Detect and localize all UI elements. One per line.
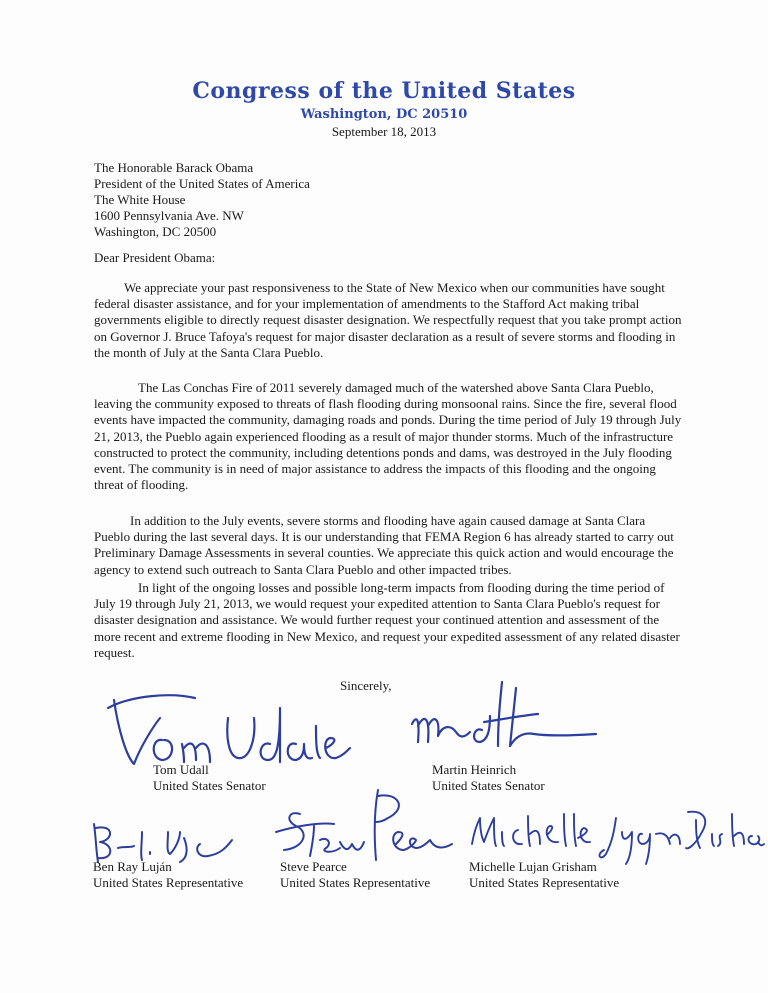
signatory-title: United States Senator (153, 778, 266, 793)
signatory-title: United States Representative (93, 875, 244, 890)
signatory-name: Steve Pearce (280, 859, 347, 874)
signatory-block (153, 762, 266, 794)
signatory-block (432, 762, 545, 794)
signature-martin-heinrich (398, 676, 598, 756)
body-paragraph: We appreciate your past responsiveness to the State of New Mexico when our communities have sought federal disaster assistance, and for your implementation of amendments to the Stafford Act making tribal governments eligible to directly request disaster designation. We respectfully request that you take prompt action on Governor J. Bruce Tafoya's request for major disaster declaration as a result of severe storms and flooding in the month of July at the Santa Clara Pueblo. (94, 280, 682, 360)
recipient-line: The White House (94, 192, 186, 207)
recipient-line: President of the United States of America (94, 176, 310, 191)
letterhead-subtitle: Washington, DC 20510 (300, 107, 468, 122)
signatory-block (93, 859, 243, 891)
recipient-line: Washington, DC 20500 (94, 224, 217, 239)
signatory-title: United States Representative (280, 875, 431, 890)
signature-tom-udall (100, 678, 360, 770)
signatory-title: United States Representative (469, 875, 620, 890)
body-paragraph: In light of the ongoing losses and possible long-term impacts from flooding during the time period of July 19 through July 21, 2013, we would request your expedited attention to Santa Clara Pueblo's request for disaster designation and assistance. We would further request your continued attention and assessment of the more recent and extreme flooding in New Mexico, and request your expedited assessment of any related disaster request. (94, 580, 680, 660)
recipient-address (94, 160, 310, 240)
salutation: Dear President Obama: (94, 250, 216, 265)
recipient-line: The Honorable Barack Obama (94, 160, 254, 175)
body-paragraph: In addition to the July events, severe storms and flooding have again caused damage at Santa Clara Pueblo during the last several days. It is our understanding that FEMA Region 6 has already started to carry out Preliminary Damage Assessments in several counties. We appreciate this quick action and would encourage the agency to extend such outreach to Santa Clara Pueblo and other impacted tribes. (94, 513, 674, 577)
signature-steve-pearce (270, 786, 460, 866)
recipient-line: 1600 Pennsylvania Ave. NW (94, 208, 244, 223)
body-paragraph: The Las Conchas Fire of 2011 severely damaged much of the watershed above Santa Clara Pueblo, leaving the community exposed to threats of flash flooding during monsoonal rains. Since the fire, several flood events have impacted the community, damaging roads and ponds. During the time period of July 19 through July 21, 2013, the Pueblo again experienced flooding as a result of major thunder storms. Much of the infrastructure constructed to protect the community, including detentions ponds and dams, was destroyed in the July flooding event. The community is in need of major assistance to address the impacts of this flooding and the ongoing threat of flooding. (94, 380, 682, 493)
signatory-name: Tom Udall (153, 762, 209, 777)
signatory-name: Michelle Lujan Grisham (469, 859, 597, 874)
signatory-block (469, 859, 619, 891)
letter-date: September 18, 2013 (331, 124, 437, 139)
letterhead-title: Congress of the United States (192, 78, 576, 104)
closing: Sincerely, (340, 678, 392, 693)
signatory-block (280, 859, 430, 891)
signatory-title: United States Senator (432, 778, 545, 793)
signatory-name: Martin Heinrich (432, 762, 517, 777)
signatory-name: Ben Ray Luján (93, 859, 172, 874)
